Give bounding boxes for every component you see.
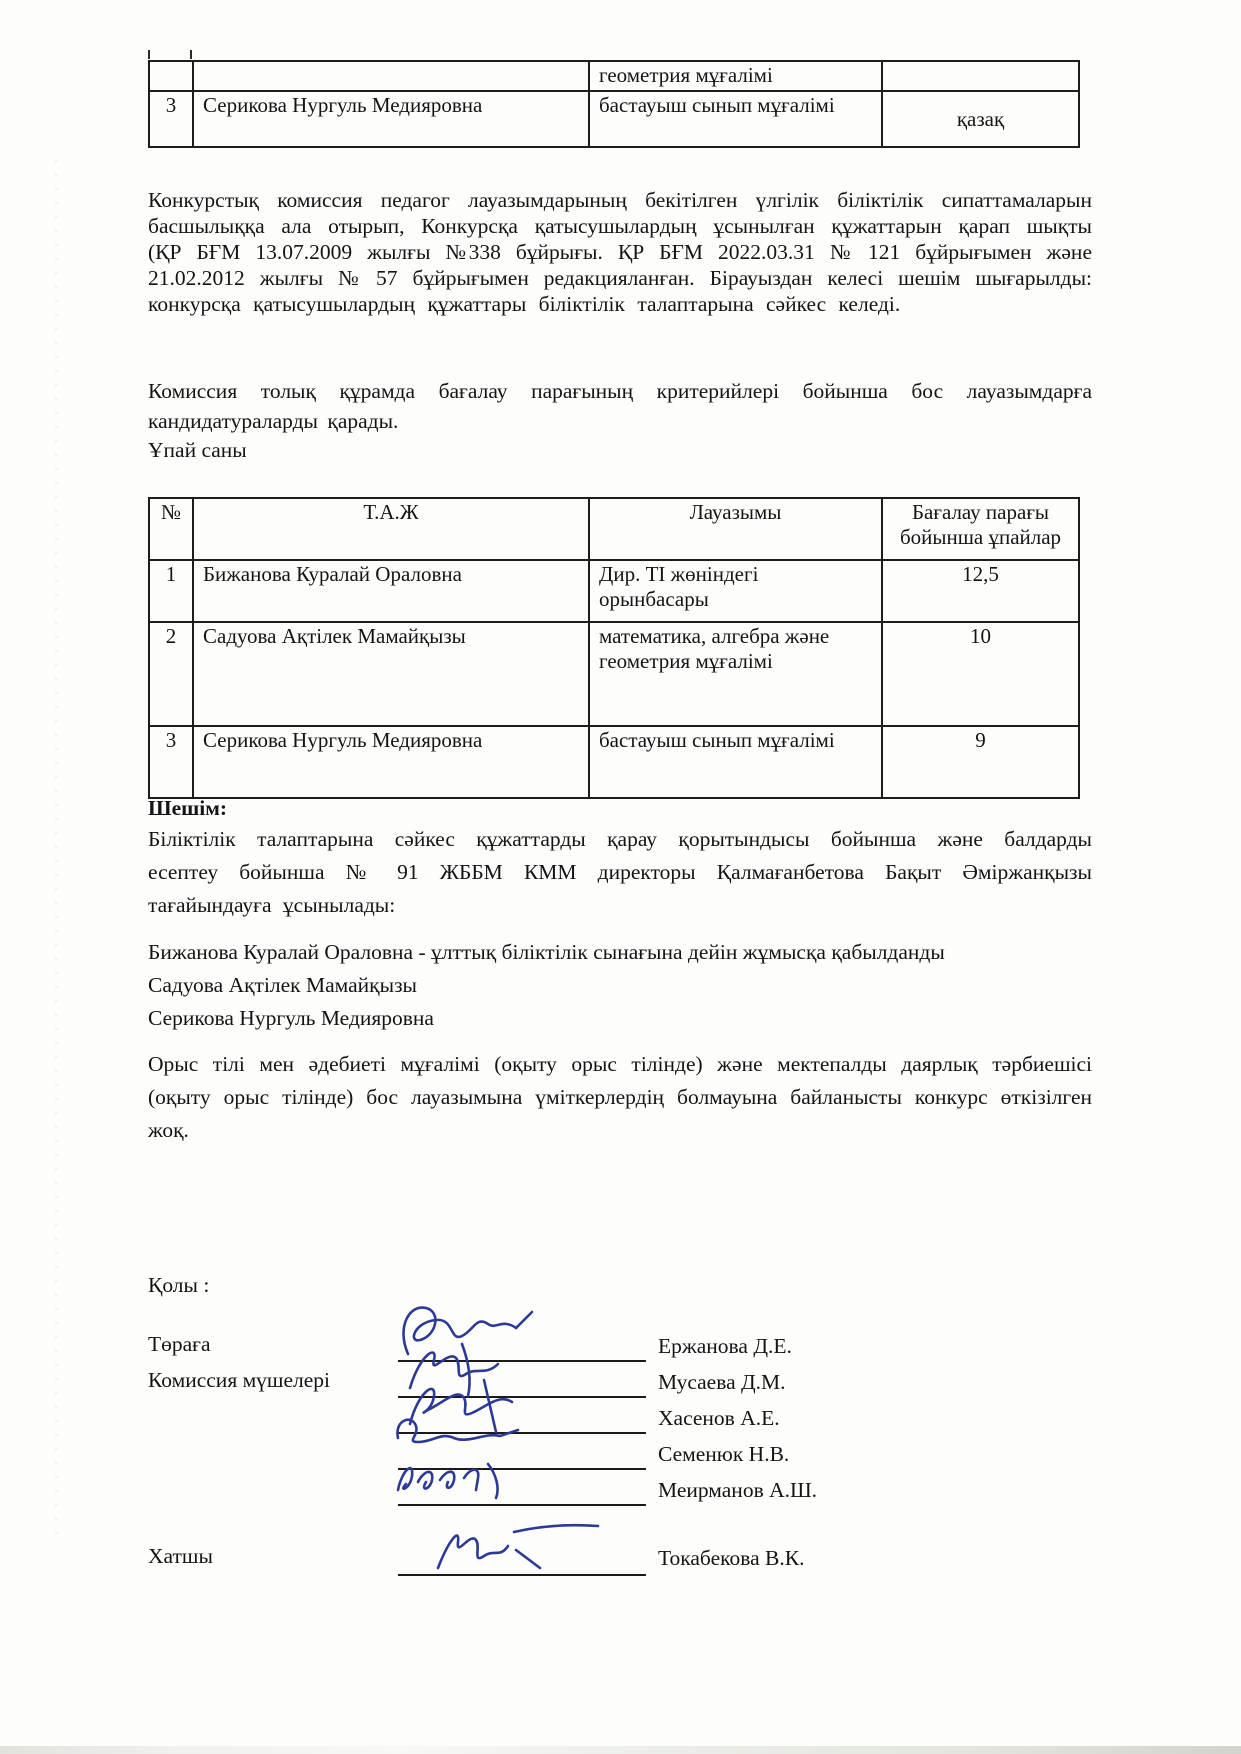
signatory-name: Мусаева Д.М. [658, 1370, 786, 1394]
decision-body: Біліктілік талаптарына сәйкес құжаттарды қарау қорытындысы бойынша және балдарды есептеу бойынша № 91 ЖББМ КММ директоры Қалмағанбетова Бақыт Әміржанқызы тағайындауға ұсынылады: [148, 827, 1092, 917]
scores-table [148, 497, 1080, 799]
table-cell: бастауыш сынып мұғалімі [589, 91, 882, 147]
table-cell: 1 [149, 560, 193, 622]
table-cell: геометрия мұғалімі [589, 61, 882, 91]
signature-ink [388, 1444, 618, 1506]
table-cell: 3 [149, 726, 193, 798]
signature-ink [390, 1408, 610, 1468]
signature-line [398, 1396, 646, 1398]
table-cell: 10 [882, 622, 1079, 726]
table-cell: Серикова Нургуль Медияровна [193, 726, 589, 798]
candidate-item: Серикова Нургуль Медияровна [148, 1006, 434, 1030]
signature-line [398, 1574, 646, 1576]
table-cell: Серикова Нургуль Медияровна [193, 91, 589, 147]
candidate-item: Садуова Ақтілек Мамайқызы [148, 973, 418, 997]
table-row [149, 91, 1079, 147]
members-label: Комиссия мүшелері [148, 1368, 331, 1392]
table-row [149, 622, 1079, 726]
candidate-list [148, 936, 1092, 1035]
table-cut-tick [148, 50, 150, 59]
signature-ink [400, 1372, 610, 1436]
table-cell: 3 [149, 91, 193, 147]
signatory-name: Семенюк Н.В. [658, 1442, 790, 1466]
table-cell [149, 61, 193, 91]
column-header-score: Бағалау парағы бойынша ұпайлар [882, 498, 1079, 560]
signature-line [398, 1468, 646, 1470]
signatory-name: Ержанова Д.Е. [658, 1334, 792, 1358]
secretary-label: Хатшы [148, 1544, 213, 1568]
scan-edge-artifact [0, 1746, 1241, 1754]
signature-line [398, 1360, 646, 1362]
column-header-number: № [149, 498, 193, 560]
table-cell: Садуова Ақтілек Мамайқызы [193, 622, 589, 726]
table-cut-tick [190, 50, 192, 59]
table-cell: Бижанова Куралай Ораловна [193, 560, 589, 622]
signature-ink [392, 1298, 602, 1364]
table-cell: Дир. ТІ жөніндегі орынбасары [589, 560, 882, 622]
table-row [149, 560, 1079, 622]
table-cell: бастауыш сынып мұғалімі [589, 726, 882, 798]
signatory-name: Меирманов А.Ш. [658, 1478, 818, 1502]
table-cell [882, 61, 1079, 91]
signature-ink [420, 1516, 670, 1578]
table-row [149, 726, 1079, 798]
signatory-name: Хасенов А.Е. [658, 1406, 780, 1430]
score-caption: Ұпай саны [148, 438, 247, 462]
applicants-table-partial [148, 60, 1080, 148]
candidate-item: Бижанова Куралай Ораловна - ұлттық біліктілік сынағына дейін жұмысқа қабылданды [148, 940, 945, 964]
column-header-name: Т.А.Ж [193, 498, 589, 560]
signatory-name: Токабекова В.К. [658, 1546, 805, 1570]
table-cell: 12,5 [882, 560, 1079, 622]
paragraph-evaluation: Комиссия толық құрамда бағалау парағының критерийлері бойынша бос лауазымдарға кандидатураларды қарады. [148, 379, 1092, 433]
scan-noise [55, 160, 58, 1540]
signature-line [398, 1432, 646, 1434]
table-cell [193, 61, 589, 91]
table-header-row [149, 498, 1079, 560]
table-cell: 9 [882, 726, 1079, 798]
no-contest-note: Орыс тілі мен әдебиеті мұғалімі (оқыту орыс тілінде) және мектепалды даярлық тәрбиешісі (оқыту орыс тілінде) бос лауазымына үміткерлердің болмауына байланысты конкурс өткізілген жоқ. [148, 1052, 1092, 1142]
chairman-label: Төраға [148, 1332, 211, 1356]
signature-line [398, 1504, 646, 1506]
paragraph-commission-review: Конкурстық комиссия педагог лауазымдарының бекітілген үлгілік біліктілік сипаттамаларын басшылыққа ала отырып, Конкурсқа қатысушылардың ұсынылған құжаттарын қарап шықты (ҚР БҒМ 13.07.2009 жылғы №338 бұйрығы. ҚР БҒМ 2022.03.31 № 121 бұйрығымен және 21.02.2012 жылғы № 57 бұйрығымен редакцияланған. Бірауыздан келесі шешім шығарылды: конкурсқа қатысушылардың құжаттары біліктілік талаптарына сәйкес келеді. [148, 188, 1092, 316]
decision-heading: Шешім: [148, 796, 228, 820]
column-header-position: Лауазымы [589, 498, 882, 560]
table-row [149, 61, 1079, 91]
signature-ink [398, 1338, 598, 1400]
signatures-heading: Қолы : [148, 1273, 210, 1297]
table-cell: 2 [149, 622, 193, 726]
table-cell: математика, алгебра және геометрия мұғалімі [589, 622, 882, 726]
table-cell: қазақ [882, 91, 1079, 147]
